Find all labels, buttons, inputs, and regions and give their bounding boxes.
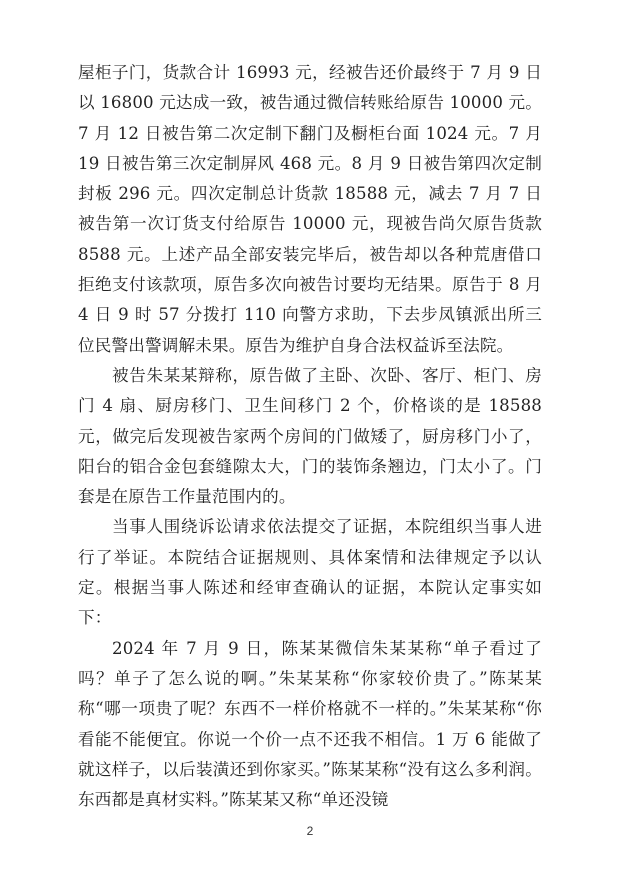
page-number: 2	[306, 824, 314, 838]
document-body	[78, 58, 542, 815]
paragraph-defendant-argument: 被告朱某某辩称，原告做了主卧、次卧、客厅、柜门、房门 4 扇、厨房移门、卫生间移门 2 个，价格谈的是 18588 元，做完后发现被告家两个房间的门做矮了，厨房移门小了，阳台的铝合金包套缝隙太大，门的装饰条翘边，门太小了。门套是在原告工作量范围内的。	[78, 365, 542, 507]
paragraph-findings: 2024 年 7 月 9 日，陈某某微信朱某某称“单子看过了吗？单子了怎么说的啊。”朱某某称“你家较价贵了。”陈某某称“哪一项贵了呢？东西不一样价格就不一样的。”朱某某称“你看能不能便宜。你说一个价一点不还我不相信。1 万 6 能做了就这样子，以后装潢还到你家买。”陈某某称“没有这么多利润。东西都是真材实料。”陈某某又称“单还没镜	[78, 638, 542, 810]
paragraph-evidence: 当事人围绕诉讼请求依法提交了证据，本院组织当事人进行了举证。本院结合证据规则、具体案情和法律规定予以认定。根据当事人陈述和经审查确认的证据，本院认定事实如下：	[78, 517, 542, 628]
paragraph-facts-continued: 屋柜子门，货款合计 16993 元，经被告还价最终于 7 月 9 日以 16800 元达成一致，被告通过微信转账给原告 10000 元。7 月 12 日被告第二次定制下翻门及橱柜台面 1024 元。7 月 19 日被告第三次定制屏风 468 元。8 月 9 日被告第四次定制封板 296 元。四次定制总计货款 18588 元，减去 7 月 7 日被告第一次订货支付给原告 10000 元，现被告尚欠原告货款 8588 元。上述产品全部安装完毕后，被告却以各种荒唐借口拒绝支付该款项，原告多次向被告讨要均无结果。原告于 8 月 4 日 9 时 57 分拨打 110 向警方求助，下去步凤镇派出所三位民警出警调解未果。原告为维护自身合法权益诉至法院。	[78, 63, 542, 355]
